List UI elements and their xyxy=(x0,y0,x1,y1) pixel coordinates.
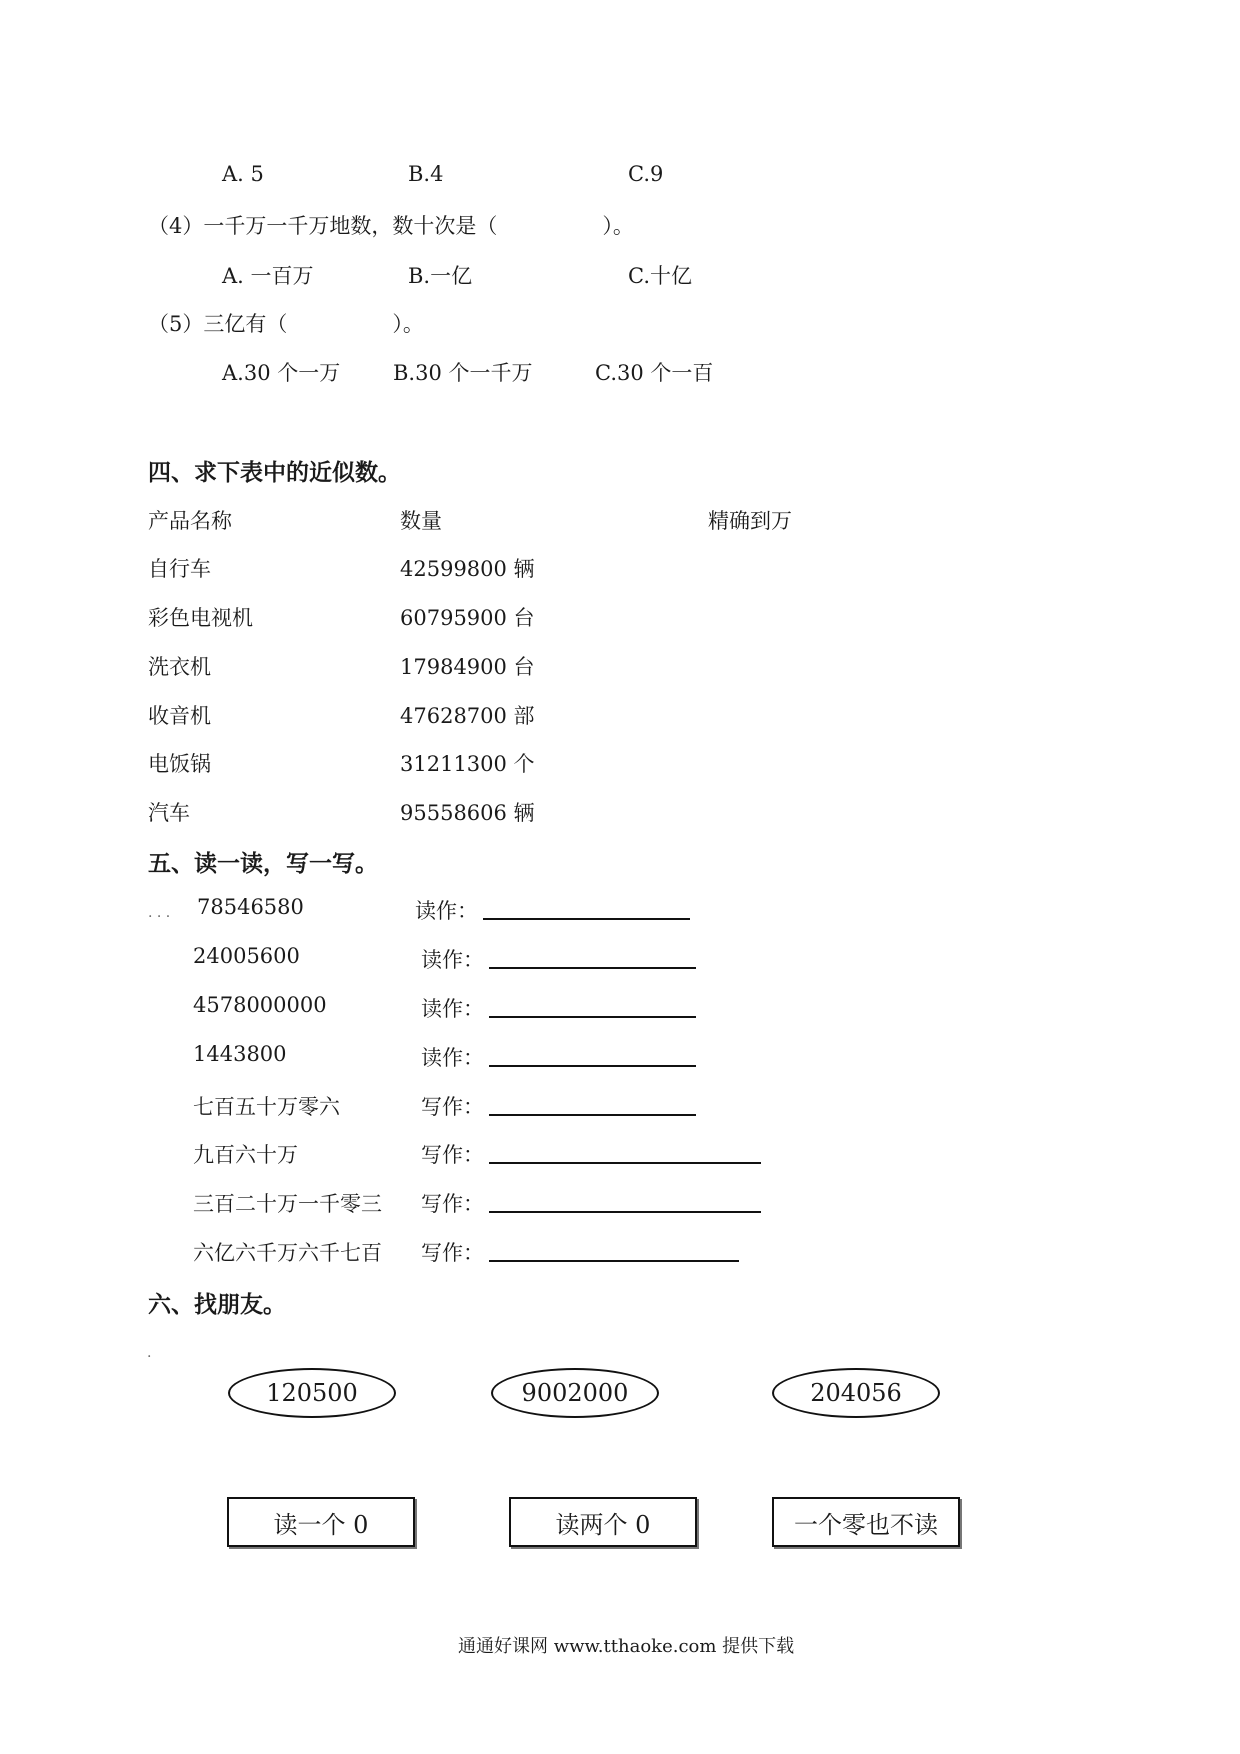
table-row-name: 汽车 xyxy=(148,801,190,825)
table-row-qty: 42599800 辆 xyxy=(400,557,535,581)
stray-dot: . xyxy=(147,1345,152,1361)
stray-dots: . . . xyxy=(148,905,171,921)
read-write-item: 七百五十万零六 xyxy=(193,1095,340,1119)
q5-option-a: A.30 个一万 xyxy=(222,361,341,385)
read-write-label: 写作： xyxy=(421,1192,484,1216)
category-box[interactable]: 一个零也不读 xyxy=(772,1497,960,1547)
section5-title: 五、读一读，写一写。 xyxy=(148,851,378,877)
answer-blank[interactable] xyxy=(489,967,696,969)
table-row-qty: 31211300 个 xyxy=(400,752,535,776)
q5-option-c: C.30 个一百 xyxy=(595,361,714,385)
read-write-label: 读作： xyxy=(421,997,484,1021)
number-oval[interactable]: 204056 xyxy=(772,1368,940,1418)
table-row-qty: 47628700 部 xyxy=(400,704,535,728)
answer-blank[interactable] xyxy=(489,1114,696,1116)
q5-question: （5）三亿有（ ）。 xyxy=(148,312,424,336)
read-write-label: 写作： xyxy=(421,1241,484,1265)
read-write-item: 六亿六千万六千七百 xyxy=(193,1241,382,1265)
answer-blank[interactable] xyxy=(489,1211,761,1213)
category-box[interactable]: 读一个 0 xyxy=(227,1497,415,1547)
table-row-name: 洗衣机 xyxy=(148,655,211,679)
answer-blank[interactable] xyxy=(489,1162,761,1164)
read-write-label: 写作： xyxy=(421,1143,484,1167)
table-row-name: 电饭锅 xyxy=(148,752,211,776)
col-header-product: 产品名称 xyxy=(148,509,232,533)
table-row-qty: 60795900 台 xyxy=(400,606,535,630)
category-box[interactable]: 读两个 0 xyxy=(509,1497,697,1547)
table-row-name: 收音机 xyxy=(148,704,211,728)
read-write-item: 4578000000 xyxy=(193,993,327,1017)
read-write-item: 三百二十万一千零三 xyxy=(193,1192,382,1216)
read-write-item: 24005600 xyxy=(193,944,300,968)
q4-option-b: B.一亿 xyxy=(408,264,473,288)
table-row-name: 自行车 xyxy=(148,557,211,581)
q5-option-b: B.30 个一千万 xyxy=(393,361,533,385)
read-write-label: 写作： xyxy=(421,1095,484,1119)
page-footer: 通通好课网 www.tthaoke.com 提供下载 xyxy=(458,1636,795,1657)
col-header-quantity: 数量 xyxy=(400,509,442,533)
read-write-label: 读作： xyxy=(415,899,478,923)
read-write-label: 读作： xyxy=(421,1046,484,1070)
section6-title: 六、找朋友。 xyxy=(148,1292,286,1318)
answer-blank[interactable] xyxy=(489,1065,696,1067)
answer-blank[interactable] xyxy=(489,1016,696,1018)
q3-option-b: B.4 xyxy=(408,162,444,186)
q3-option-c: C.9 xyxy=(628,162,664,186)
number-oval[interactable]: 120500 xyxy=(228,1368,396,1418)
answer-blank[interactable] xyxy=(483,918,690,920)
q4-option-c: C.十亿 xyxy=(628,264,692,288)
read-write-label: 读作： xyxy=(421,948,484,972)
q4-option-a: A. 一百万 xyxy=(222,264,314,288)
read-write-item: 1443800 xyxy=(193,1042,287,1066)
section4-title: 四、求下表中的近似数。 xyxy=(148,460,401,486)
answer-blank[interactable] xyxy=(489,1260,739,1262)
q3-option-a: A. 5 xyxy=(222,162,264,186)
read-write-item: 78546580 xyxy=(197,895,304,919)
table-row-name: 彩色电视机 xyxy=(148,606,253,630)
table-row-qty: 17984900 台 xyxy=(400,655,535,679)
table-row-qty: 95558606 辆 xyxy=(400,801,535,825)
number-oval[interactable]: 9002000 xyxy=(491,1368,659,1418)
q4-question: （4）一千万一千万地数，数十次是（ ）。 xyxy=(148,214,634,238)
col-header-rounded: 精确到万 xyxy=(708,509,792,533)
read-write-item: 九百六十万 xyxy=(193,1143,298,1167)
